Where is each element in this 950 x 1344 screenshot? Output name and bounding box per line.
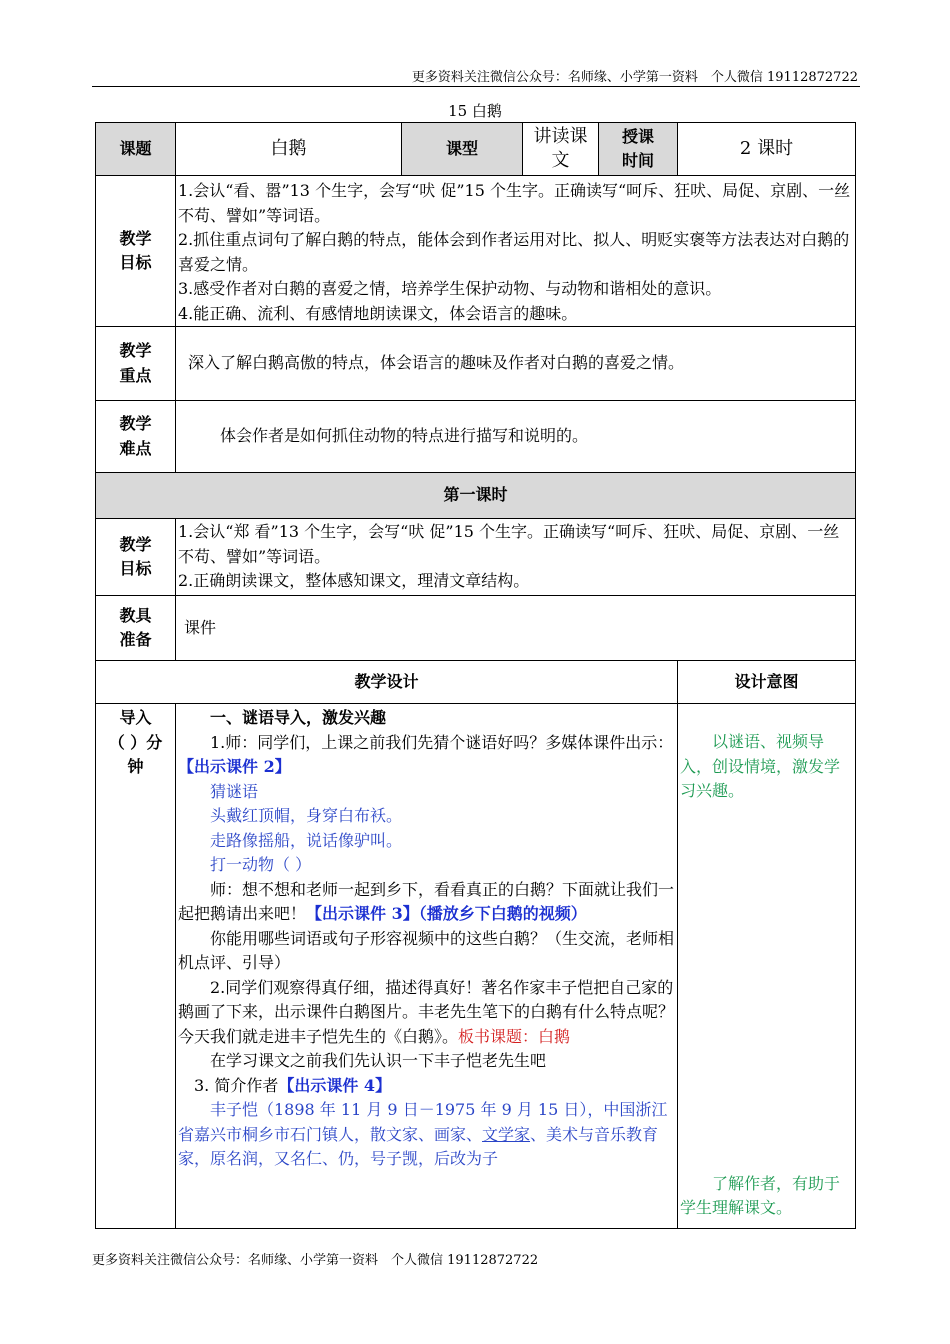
difficult-label <box>96 401 176 473</box>
intro-label-line3: 钟 <box>127 757 144 776</box>
riddle-line: 头戴红顶帽，身穿白布袄。 <box>210 806 403 825</box>
key-label-line2: 重点 <box>119 365 152 385</box>
tools-label-line2: 准备 <box>119 630 152 649</box>
goal-item: 2.抓住重点词句了解白鹅的特点，能体会到作者运用对比、拟人、明贬实褒等方法表达对白鹅的喜爱之情。 <box>178 230 850 274</box>
design-content <box>176 704 678 1229</box>
intent-note: 以谜语、视频导入，创设情境，激发学习兴趣。 <box>680 732 841 800</box>
difficult-label-line1: 教学 <box>119 414 152 433</box>
goal-item: 3.感受作者对白鹅的喜爱之情，培养学生保护动物、与动物和谐相处的意识。 <box>178 279 722 298</box>
intent-note: 了解作者，有助于学生理解课文。 <box>680 1173 841 1217</box>
goals-label-line2: 目标 <box>119 253 152 272</box>
lesson-goal-item: 1.会认“郑 看”13 个生字，会写“吠 促”15 个生字。正确读写“呵斥、狂吠、局促、京剧、一丝不苟、譬如”等词语。 <box>178 522 840 566</box>
type-value: 讲读课文 <box>523 123 599 176</box>
intent-content <box>678 704 856 1229</box>
header-divider <box>92 86 860 87</box>
riddle-line: 打一动物（ ） <box>210 855 312 874</box>
tools-label-line1: 教具 <box>119 605 152 625</box>
lesson-goals-label-line1: 教学 <box>119 534 152 554</box>
lesson-goals-label-line2: 目标 <box>119 559 152 578</box>
tools-label <box>96 596 176 661</box>
section-title: 一、谜语导入，激发兴趣 <box>210 708 387 727</box>
page-header: 更多资料关注微信公众号：名师缘、小学第一资料 个人微信 19112872722 <box>411 70 858 85</box>
design-column-header: 教学设计 <box>96 661 678 704</box>
courseware-tag: 【出示课件 3】（播放乡下白鹅的视频） <box>306 904 587 923</box>
key-content: 深入了解白鹅高傲的特点，体会语言的趣味及作者对白鹅的喜爱之情。 <box>176 327 856 401</box>
topic-label: 课题 <box>96 123 176 176</box>
time-label-line2: 时间 <box>621 151 654 170</box>
difficult-label-line2: 难点 <box>119 438 152 458</box>
courseware-tag: 【出示课件 4】 <box>278 1075 392 1095</box>
time-value: 2 课时 <box>678 123 856 176</box>
intro-label-line1: 导入 <box>119 708 152 727</box>
goals-label-line1: 教学 <box>119 228 152 248</box>
riddle-line: 猜谜语 <box>210 781 259 801</box>
document-title: 15 白鹅 <box>448 102 502 120</box>
topic-value: 白鹅 <box>176 123 402 176</box>
intro-time-label <box>96 704 176 1229</box>
goals-content <box>176 176 856 327</box>
paragraph: 1.师：同学们，上课之前我们先猜个谜语好吗？多媒体课件出示：【出示课件 2】 <box>178 732 674 776</box>
lesson-heading: 第一课时 <box>96 473 856 519</box>
paragraph: 3. 简介作者【出示课件 4】 <box>194 1075 392 1095</box>
time-label <box>599 123 678 176</box>
board-title: 板书课题：白鹅 <box>458 1026 571 1046</box>
riddle-line: 走路像摇船，说话像驴叫。 <box>210 830 403 850</box>
paragraph: 2.同学们观察得真仔细，描述得真好！著名作家丰子恺把自己家的鹅画了下来，出示课件白鹅图片。丰老先生笔下的白鹅有什么特点呢？今天我们就走进丰子恺先生的《白鹅》。板书课题：白鹅 <box>178 977 675 1046</box>
lesson-plan-table <box>95 122 856 1229</box>
time-label-line1: 授课 <box>621 126 654 146</box>
type-label: 课型 <box>402 123 523 176</box>
difficult-content: 体会作者是如何抓住动物的特点进行描写和说明的。 <box>176 401 856 473</box>
lesson-goals-label <box>96 519 176 596</box>
intro-label-line2: （ ）分 <box>108 732 163 752</box>
literature-link[interactable]: 文学家 <box>482 1124 531 1144</box>
paragraph: 在学习课文之前我们先认识一下丰子恺老先生吧 <box>210 1051 547 1070</box>
key-label <box>96 327 176 401</box>
intent-column-header: 设计意图 <box>678 661 856 704</box>
goal-item: 1.会认“看、嚣”13 个生字，会写“吠 促”15 个生字。正确读写“呵斥、狂吠、局促、京剧、一丝不苟、譬如”等词语。 <box>178 181 851 225</box>
page-footer: 更多资料关注微信公众号：名师缘、小学第一资料 个人微信 19112872722 <box>92 1253 539 1268</box>
key-label-line1: 教学 <box>119 341 152 360</box>
paragraph: 师：想不想和老师一起到乡下，看看真正的白鹅？下面就让我们一起把鹅请出来吧！【出示课件 3】（播放乡下白鹅的视频） <box>178 879 675 923</box>
tools-content: 课件 <box>176 596 856 661</box>
lesson-goal-item: 2.正确朗读课文，整体感知课文，理清文章结构。 <box>178 571 530 590</box>
goals-label <box>96 176 176 327</box>
paragraph: 你能用哪些词语或句子形容视频中的这些白鹅？（生交流，老师相机点评、引导） <box>178 928 675 972</box>
lesson-goals-content <box>176 519 856 596</box>
author-intro: 丰子恺（1898 年 11 月 9 日－1975 年 9 月 15 日），中国浙江省嘉兴市桐乡市石门镇人，散文家、画家、文学家、美术与音乐教育家，原名润，又名仁、仍，号子觊，后改为子 <box>178 1100 668 1168</box>
courseware-tag: 【出示课件 2】 <box>178 757 291 776</box>
goal-item: 4.能正确、流利、有感情地朗读课文，体会语言的趣味。 <box>178 303 578 323</box>
